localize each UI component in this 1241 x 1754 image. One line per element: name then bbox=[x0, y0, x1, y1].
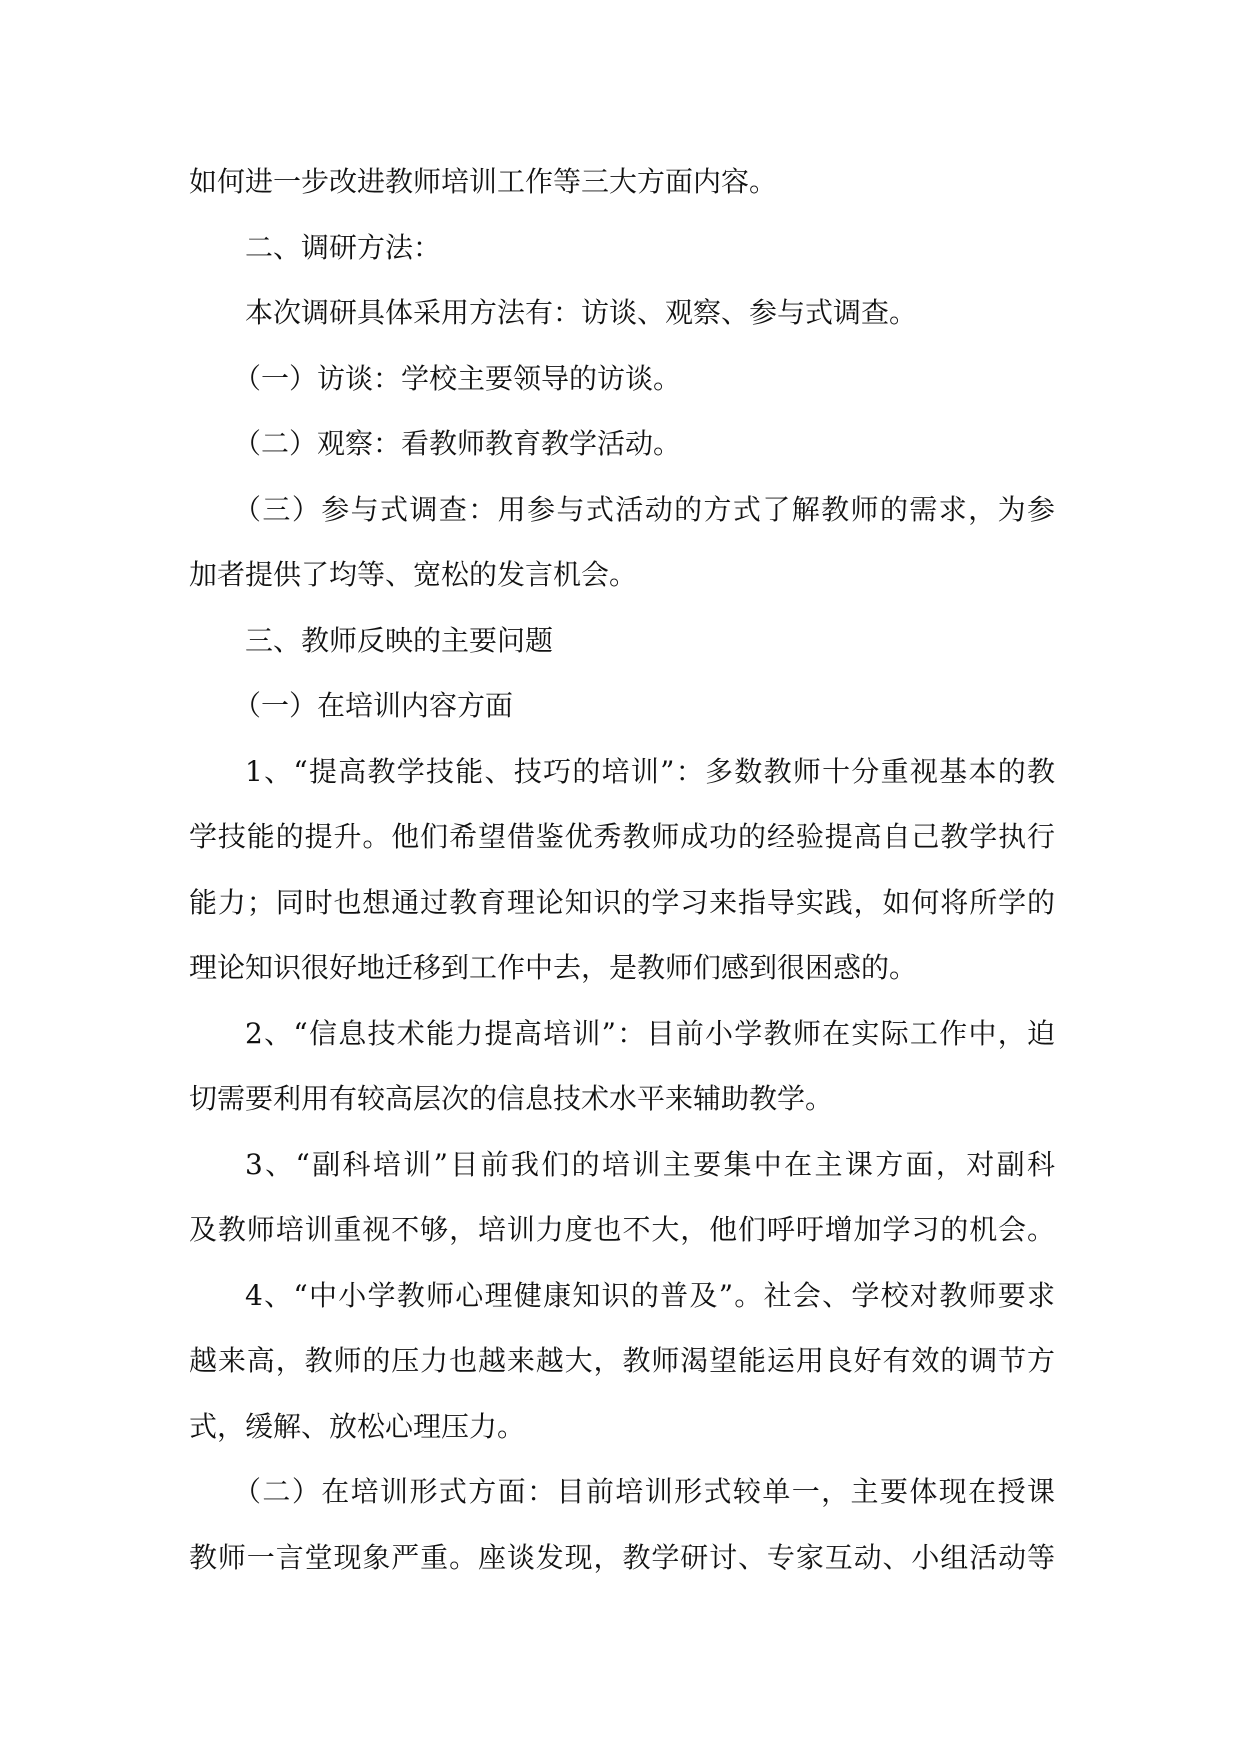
paragraph-line: 越来高，教师的压力也越来越大，教师渴望能运用良好有效的调节方 bbox=[189, 1344, 1055, 1377]
paragraph-line: 及教师培训重视不够，培训力度也不大，他们呼吁增加学习的机会。 bbox=[189, 1213, 1055, 1246]
paragraph-line: （三）参与式调查：用参与式活动的方式了解教师的需求，为参 bbox=[233, 492, 1055, 526]
paragraph-line: 如何进一步改进教师培训工作等三大方面内容。 bbox=[189, 165, 778, 198]
paragraph-line: 2、“信息技术能力提高培训”：目前小学教师在实际工作中，迫 bbox=[245, 1016, 1055, 1050]
document-body bbox=[189, 156, 1055, 1597]
paragraph-line: 理论知识很好地迁移到工作中去，是教师们感到很困惑的。 bbox=[189, 951, 918, 984]
paragraph-line: 式，缓解、放松心理压力。 bbox=[189, 1409, 526, 1443]
paragraph-line: 加者提供了均等、宽松的发言机会。 bbox=[189, 558, 638, 591]
paragraph-line: 切需要利用有较高层次的信息技术水平来辅助教学。 bbox=[189, 1082, 834, 1115]
paragraph-line: （二）观察：看教师教育教学活动。 bbox=[233, 427, 682, 460]
section-heading: 三、教师反映的主要问题 bbox=[245, 623, 554, 657]
paragraph-line: 教师一言堂现象严重。座谈发现，教学研讨、专家互动、小组活动等 bbox=[189, 1540, 1055, 1574]
paragraph-line: 1、“提高教学技能、技巧的培训”：多数教师十分重视基本的教 bbox=[245, 754, 1055, 788]
paragraph-line: 学技能的提升。他们希望借鉴优秀教师成功的经验提高自己教学执行 bbox=[189, 820, 1055, 853]
paragraph-line: 能力；同时也想通过教育理论知识的学习来指导实践，如何将所学的 bbox=[189, 885, 1055, 919]
paragraph-line: （一）访谈：学校主要领导的访谈。 bbox=[233, 361, 682, 395]
paragraph-line: 4、“中小学教师心理健康知识的普及”。社会、学校对教师要求 bbox=[245, 1278, 1055, 1312]
paragraph-line: （二）在培训形式方面：目前培训形式较单一，主要体现在授课 bbox=[233, 1475, 1055, 1508]
paragraph-line: 本次调研具体采用方法有：访谈、观察、参与式调查。 bbox=[245, 296, 918, 329]
subsection-heading: （一）在培训内容方面 bbox=[233, 689, 514, 722]
section-heading: 二、调研方法： bbox=[245, 230, 442, 264]
paragraph-line: 3、“副科培训”目前我们的培训主要集中在主课方面，对副科 bbox=[245, 1147, 1055, 1181]
